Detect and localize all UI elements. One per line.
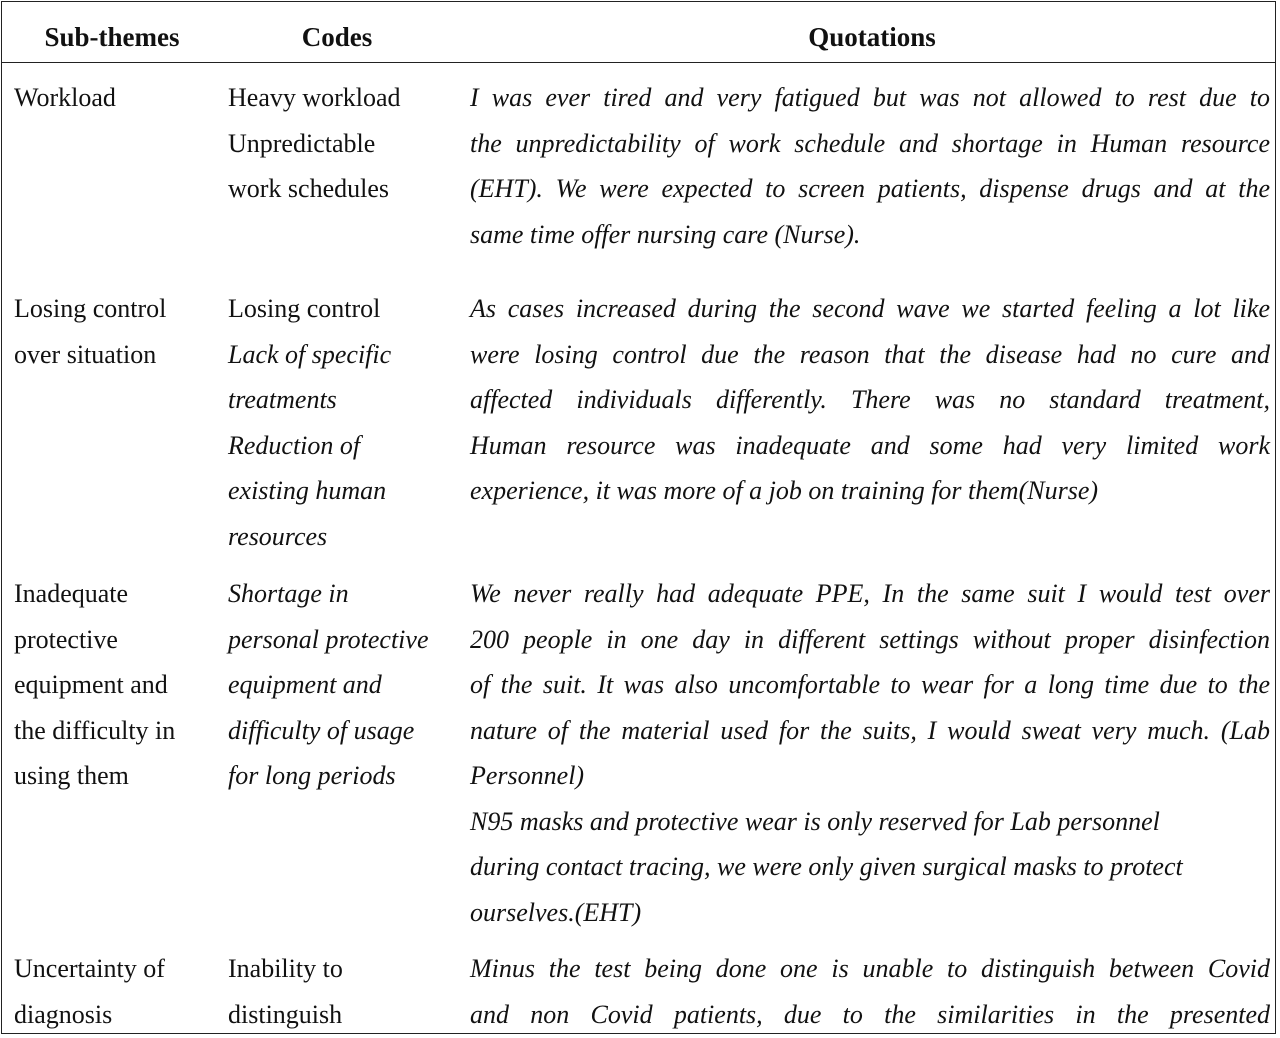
quotation-line: 200 people in one day in different settings without proper disinfection	[470, 624, 1270, 654]
code-line: Shortage in	[228, 579, 349, 608]
quotation-line: during contact tracing, we were only given surgical masks to protect	[470, 852, 1183, 881]
quotation-line: of the suit. It was also uncomfortable to wear for a long time due to the	[470, 670, 1270, 699]
row-2-codes	[228, 286, 458, 559]
quotation-line: affected individuals differently. There was no standard treatment,	[470, 385, 1270, 414]
code-line: difficulty of usage	[228, 715, 415, 745]
code-line: distinguish	[228, 999, 343, 1029]
code-line: Losing control	[228, 294, 381, 323]
code-line: Unpredictable	[228, 128, 376, 158]
code-line: for long periods	[228, 761, 396, 790]
quotation-line: Minus the test being done one is unable to distinguish between Covid	[470, 954, 1270, 983]
sub-theme-line: Losing control	[14, 294, 167, 323]
row-1-sub-theme	[14, 75, 219, 121]
row-3-quotation	[470, 571, 1270, 935]
quotation-line: experience, it was more of a job on training for them(Nurse)	[470, 476, 1099, 505]
quotation-line: Human resource was inadequate and some had very limited work	[470, 430, 1270, 460]
row-3-codes	[228, 571, 458, 799]
sub-theme-line: protective	[14, 624, 118, 654]
sub-theme-line: Uncertainty of	[14, 954, 165, 983]
code-line: treatments	[228, 385, 337, 414]
code-line: equipment and	[228, 670, 382, 699]
sub-theme-line: using them	[14, 761, 129, 790]
quotation-line: I was ever tired and very fatigued but was not allowed to rest due to	[470, 83, 1270, 112]
code-line: personal protective	[228, 624, 429, 654]
quotation-line: N95 masks and protective wear is only reserved for Lab personnel	[470, 806, 1160, 836]
row-4-sub-theme	[14, 946, 219, 1034]
code-line: Reduction of	[228, 430, 361, 460]
quotation-line: Personnel)	[470, 761, 585, 790]
quotation-line: same time offer nursing care (Nurse).	[470, 219, 861, 249]
quotation-line: were losing control due the reason that the disease had no cure and	[470, 339, 1270, 369]
code-line: work schedules	[228, 174, 390, 203]
row-3-sub-theme	[14, 571, 219, 799]
quotation-line: ourselves.(EHT)	[470, 897, 642, 927]
code-line: resources	[228, 521, 328, 551]
row-1-codes	[228, 75, 458, 212]
row-2-quotation	[470, 286, 1270, 514]
quotation-line: nature of the material used for the suits, I would sweat very much. (Lab	[470, 715, 1270, 745]
quotation-line: and non Covid patients, due to the similarities in the presented	[470, 999, 1270, 1029]
sub-theme-line: Inadequate	[14, 579, 129, 608]
quotation-line: the unpredictability of work schedule and shortage in Human resource	[470, 128, 1270, 158]
code-line: Lack of specific	[228, 339, 392, 369]
row-1-quotation	[470, 75, 1270, 257]
quotation-line: As cases increased during the second wave we started feeling a lot like	[470, 294, 1270, 323]
row-2-sub-theme	[14, 286, 219, 377]
header-sub-themes: Sub-themes	[44, 22, 180, 52]
row-4-codes	[228, 946, 458, 1034]
code-line: Inability to	[228, 954, 343, 983]
row-4-quotation	[470, 946, 1270, 1034]
sub-theme-line: Workload	[14, 83, 116, 112]
code-line: Heavy workload	[228, 83, 401, 112]
table-header-row	[2, 2, 1275, 63]
sub-theme-line: over situation	[14, 339, 157, 369]
sub-theme-line: diagnosis	[14, 999, 113, 1029]
header-codes: Codes	[301, 22, 373, 52]
code-line: existing human	[228, 476, 387, 505]
sub-theme-line: the difficulty in	[14, 715, 176, 745]
sub-theme-line: equipment and	[14, 670, 168, 699]
themes-table	[1, 1, 1276, 1034]
quotation-line: We never really had adequate PPE, In the same suit I would test over	[470, 579, 1270, 608]
quotation-line: (EHT). We were expected to screen patients, dispense drugs and at the	[470, 174, 1270, 203]
header-quotations: Quotations	[808, 22, 936, 52]
